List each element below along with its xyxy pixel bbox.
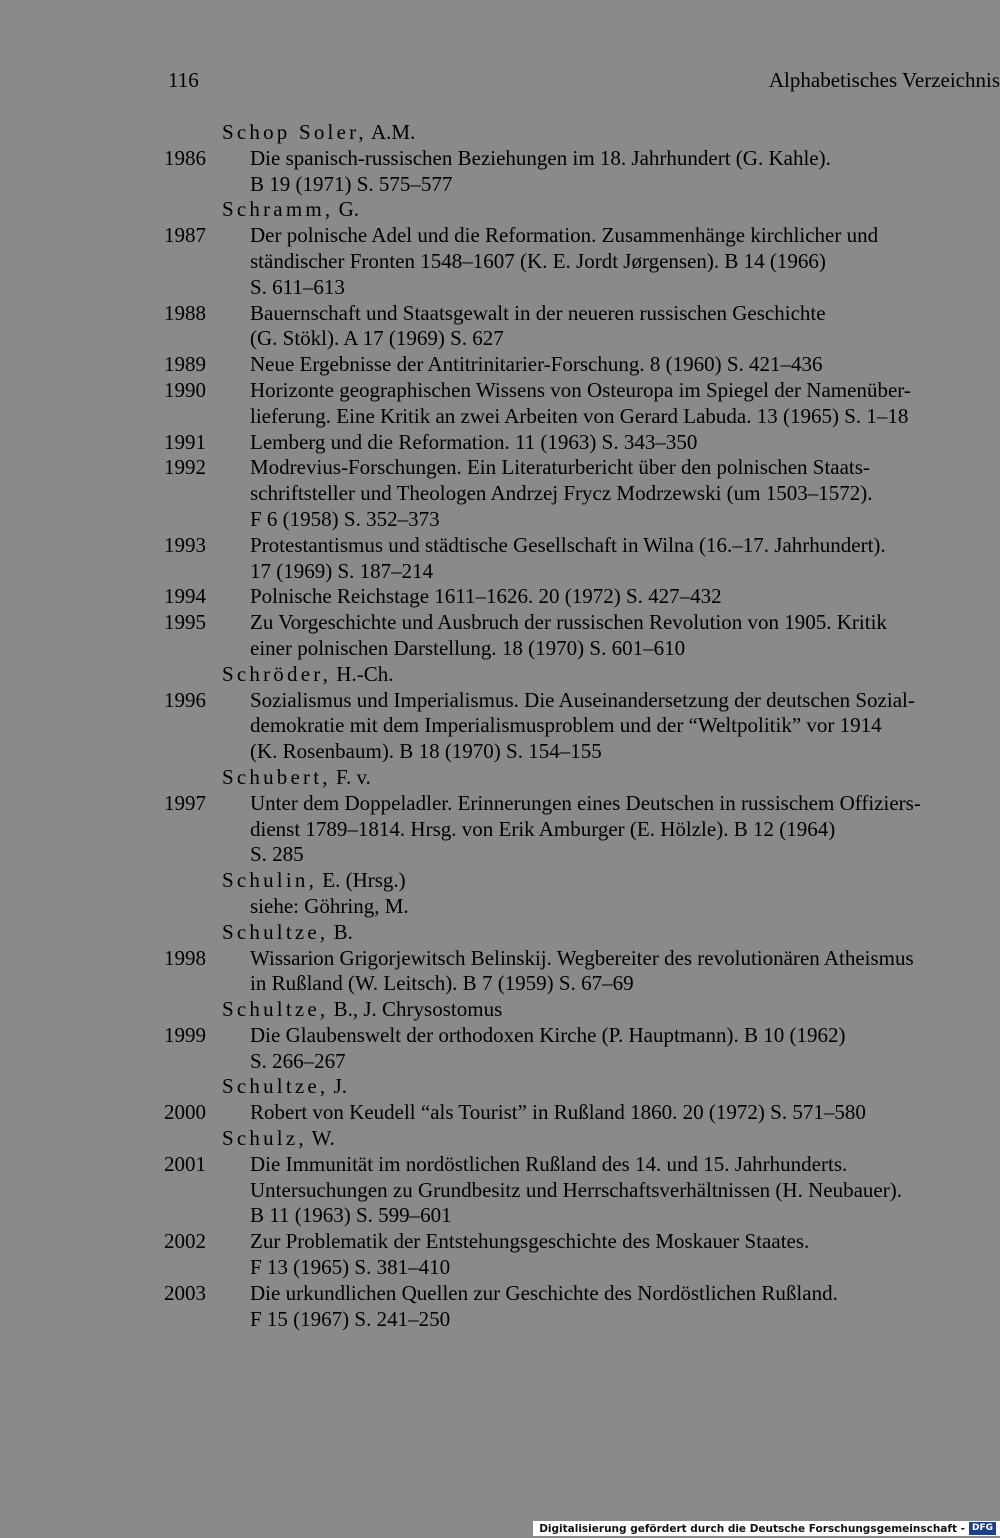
entry-text: Zur Problematik der Entstehungsgeschichte des Moskauer Staates. [250,1229,810,1254]
entry-text: B 11 (1963) S. 599–601 [250,1203,452,1228]
page-number: 116 [168,68,199,92]
entry-text: F 6 (1958) S. 352–373 [250,506,440,531]
author-surname: Schultze, [222,1074,329,1099]
footer-text: Digitalisierung gefördert durch die Deutsche Forschungsgemeinschaft - [539,1522,965,1535]
author-surname: Schröder, [222,661,332,686]
author-surname: Schubert, [222,764,331,789]
entry-text: F 15 (1967) S. 241–250 [250,1306,451,1331]
entry-number: 1993 [164,532,206,557]
author-initials: J. [328,1074,348,1099]
author-heading [0,765,1000,791]
entry-line [0,584,1000,610]
entry-text: Polnische Reichstage 1611–1626. 20 (1972) S. 427–432 [250,584,722,609]
author-name [222,765,371,791]
continuation-line [0,249,1000,275]
entry-text: B 19 (1971) S. 575–577 [250,171,453,196]
entry-number: 1994 [164,584,206,609]
continuation-line [0,842,1000,868]
author-initials: F. v. [330,764,371,789]
entry-text: siehe: Göhring, M. [250,893,409,918]
entry-text: Lemberg und die Reformation. 11 (1963) S. 343–350 [250,429,698,454]
entry-text: Robert von Keudell “als Tourist” in Rußland 1860. 20 (1972) S. 571–580 [250,1100,866,1125]
entry-number: 1990 [164,377,206,402]
entry-line [0,430,1000,456]
author-heading [0,197,1000,223]
author-name [222,920,353,946]
entry-line [0,1023,1000,1049]
continuation-line [0,739,1000,765]
entry-text: Sozialismus und Imperialismus. Die Auseinandersetzung der deutschen Sozial- [250,687,915,712]
dfg-logo: DFG [969,1522,996,1535]
entry-text: (K. Rosenbaum). B 18 (1970) S. 154–155 [250,739,602,764]
entry-text: schriftsteller und Theologen Andrzej Frycz Modrzewski (um 1503–1572). [250,481,873,506]
author-surname: Schop Soler, [222,120,367,144]
continuation-line [0,1203,1000,1229]
continuation-line [0,636,1000,662]
continuation-line [0,817,1000,843]
entry-text: dienst 1789–1814. Hrsg. von Erik Amburger (E. Hölzle). B 12 (1964) [250,816,836,841]
page-header [168,68,1000,102]
entry-text: Zu Vorgeschichte und Ausbruch der russischen Revolution von 1905. Kritik [250,610,887,635]
entry-text: S. 611–613 [250,274,345,299]
entry-line [0,146,1000,172]
entry-number: 1986 [164,145,206,170]
entry-number: 1989 [164,352,206,377]
entry-text: Die spanisch-russischen Beziehungen im 18. Jahrhundert (G. Kahle). [250,145,831,170]
entry-text: ständischer Fronten 1548–1607 (K. E. Jordt Jørgensen). B 14 (1966) [250,248,826,273]
author-surname: Schultze, [222,997,329,1022]
continuation-line [0,507,1000,533]
entry-text: Modrevius-Forschungen. Ein Literaturbericht über den polnischen Staats- [250,455,870,480]
entry-line [0,1152,1000,1178]
entry-line [0,791,1000,817]
continuation-line [0,1178,1000,1204]
entry-text: Die urkundlichen Quellen zur Geschichte des Nordöstlichen Rußland. [250,1280,838,1305]
author-heading [0,1074,1000,1100]
entry-line [0,352,1000,378]
entry-text: einer polnischen Darstellung. 18 (1970) S. 601–610 [250,635,686,660]
author-name [222,997,502,1023]
entry-text: Untersuchungen zu Grundbesitz und Herrschaftsverhältnissen (H. Neubauer). [250,1177,902,1202]
entry-number: 1997 [164,790,206,815]
author-initials: B., J. Chrysostomus [328,997,503,1022]
bibliography-list [0,120,1000,1332]
continuation-line [0,971,1000,997]
entry-number: 1988 [164,300,206,325]
entry-line [0,533,1000,559]
author-initials: B. [328,919,353,944]
entry-number: 1991 [164,429,206,454]
author-heading [0,997,1000,1023]
author-initials: W. [306,1126,335,1151]
continuation-line [0,713,1000,739]
entry-text: S. 266–267 [250,1048,346,1073]
entry-text: Die Immunität im nordöstlichen Rußland des 14. und 15. Jahrhunderts. [250,1151,848,1176]
continuation-line [0,559,1000,585]
entry-number: 1998 [164,945,206,970]
author-name [222,1074,347,1100]
entry-number: 1996 [164,687,206,712]
author-heading [0,120,1000,146]
entry-line [0,223,1000,249]
entry-text: Der polnische Adel und die Reformation. Zusammenhänge kirchlicher und [250,223,879,248]
entry-line [0,1100,1000,1126]
entry-number: 1987 [164,223,206,248]
entry-text: Neue Ergebnisse der Antitrinitarier-Forschung. 8 (1960) S. 421–436 [250,352,823,377]
entry-line [0,301,1000,327]
continuation-line [0,172,1000,198]
entry-number: 1999 [164,1022,206,1047]
continuation-line [0,275,1000,301]
author-name [222,120,415,146]
author-initials: H.-Ch. [331,661,394,686]
author-heading [0,920,1000,946]
continuation-line [0,326,1000,352]
author-surname: Schulz, [222,1126,307,1151]
entry-number: 1995 [164,610,206,635]
author-surname: Schultze, [222,919,329,944]
digitization-footer [533,1521,1000,1536]
entry-line [0,946,1000,972]
author-initials: E. (Hrsg.) [317,868,406,893]
entry-line [0,378,1000,404]
entry-number: 2000 [164,1100,206,1125]
entry-text: Unter dem Doppeladler. Erinnerungen eines Deutschen in russischem Offiziers- [250,790,921,815]
continuation-line [0,1049,1000,1075]
author-heading [0,662,1000,688]
author-name [222,1126,335,1152]
author-initials: G. [333,197,360,222]
entry-text: Horizonte geographischen Wissens von Osteuropa im Spiegel der Namenüber- [250,377,911,402]
author-name [222,662,393,688]
entry-text: F 13 (1965) S. 381–410 [250,1255,451,1280]
author-name [222,868,406,894]
entry-line [0,688,1000,714]
entry-text: S. 285 [250,842,304,867]
running-title: Alphabetisches Verzeichnis [768,68,1000,92]
entry-text: Bauernschaft und Staatsgewalt in der neueren russischen Geschichte [250,300,826,325]
continuation-line [0,894,1000,920]
entry-text: (G. Stökl). A 17 (1969) S. 627 [250,326,504,351]
entry-text: lieferung. Eine Kritik an zwei Arbeiten von Gerard Labuda. 13 (1965) S. 1–18 [250,403,909,428]
author-heading [0,1126,1000,1152]
entry-number: 1992 [164,455,206,480]
entry-number: 2001 [164,1151,206,1176]
entry-text: Protestantismus und städtische Gesellschaft in Wilna (16.–17. Jahrhundert). [250,532,886,557]
author-initials: A.M. [366,120,416,144]
author-surname: Schulin, [222,868,318,893]
entry-line [0,455,1000,481]
continuation-line [0,1307,1000,1333]
author-heading [0,868,1000,894]
entry-line [0,610,1000,636]
continuation-line [0,481,1000,507]
author-name [222,197,359,223]
entry-text: in Rußland (W. Leitsch). B 7 (1959) S. 67–69 [250,971,634,996]
entry-text: demokratie mit dem Imperialismusproblem und der “Weltpolitik” vor 1914 [250,713,882,738]
continuation-line [0,404,1000,430]
entry-line [0,1229,1000,1255]
entry-text: Die Glaubenswelt der orthodoxen Kirche (P. Hauptmann). B 10 (1962) [250,1022,846,1047]
continuation-line [0,1255,1000,1281]
entry-number: 2002 [164,1229,206,1254]
entry-text: Wissarion Grigorjewitsch Belinskij. Wegbereiter des revolutionären Atheismus [250,945,914,970]
entry-text: 17 (1969) S. 187–214 [250,558,434,583]
entry-number: 2003 [164,1280,206,1305]
author-surname: Schramm, [222,197,334,222]
entry-line [0,1281,1000,1307]
